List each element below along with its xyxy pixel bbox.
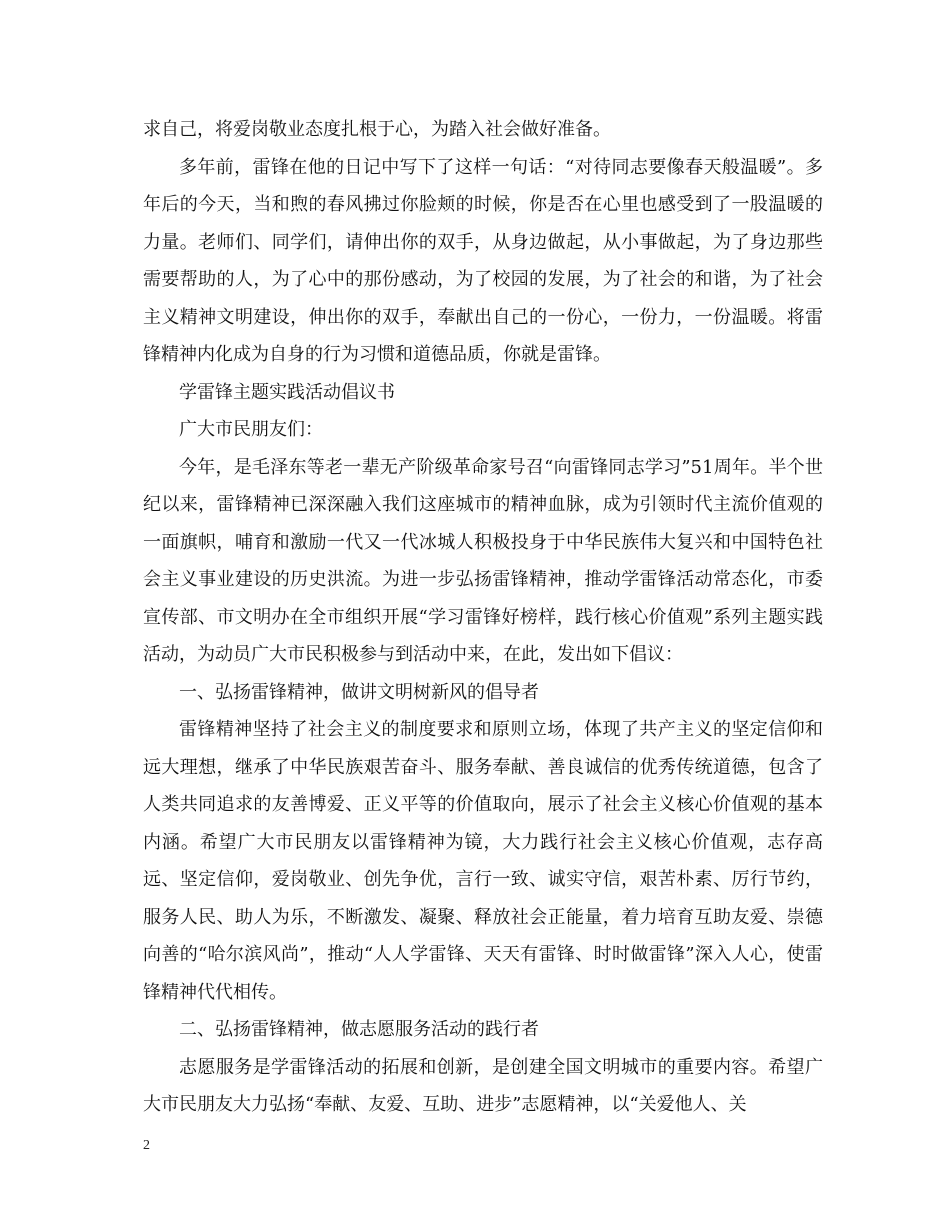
salutation: 广大市民朋友们： xyxy=(179,419,323,440)
paragraph: 多年前，雷锋在他的日记中写下了这样一句话：“对待同志要像春天般温暖”。多年后的今天，当和煦的春风拂过你脸颊的时候，你是否在心里也感受到了一股温暖的力量。老师们、同学们，请伸出你的双手，从身边做起，从小事做起，为了身边那些需要帮助的人，为了心中的那份感动，为了校园的发展，为了社会的和谐，为了社会主义精神文明建设，伸出你的双手，奉献出自己的一份心，一份力，一份温暖。将雷锋精神内化成为自身的行为习惯和道德品质，你就是雷锋。 xyxy=(143,156,823,365)
paragraph: 今年，是毛泽东等老一辈无产阶级革命家号召“向雷锋同志学习”51周年。半个世纪以来，雷锋精神已深深融入我们这座城市的精神血脉，成为引领时代主流价值观的一面旗帜，哺育和激励一代又一代冰城人积极投身于中华民族伟大复兴和中国特色社会主义事业建设的历史洪流。为进一步弘扬雷锋精神，推动学雷锋活动常态化，市委宣传部、市文明办在全市组织开展“学习雷锋好榜样，践行核心价值观”系列主题实践活动，为动员广大市民积极参与到活动中来，在此，发出如下倡议： xyxy=(143,456,823,665)
document-body xyxy=(143,111,823,1124)
paragraph-continuation: 求自己，将爱岗敬业态度扎根于心，为踏入社会做好准备。 xyxy=(143,119,611,140)
paragraph: 志愿服务是学雷锋活动的拓展和创新，是创建全国文明城市的重要内容。希望广大市民朋友大力弘扬“奉献、友爱、互助、进步”志愿精神，以“关爱他人、关 xyxy=(143,1056,823,1115)
proposal-title: 学雷锋主题实践活动倡议书 xyxy=(179,381,395,403)
paragraph: 雷锋精神坚持了社会主义的制度要求和原则立场，体现了共产主义的坚定信仰和远大理想，继承了中华民族艰苦奋斗、服务奉献、善良诚信的优秀传统道德，包含了人类共同追求的友善博爱、正义平等的价值取向，展示了社会主义核心价值观的基本内涵。希望广大市民朋友以雷锋精神为镜，大力践行社会主义核心价值观，志存高远、坚定信仰，爱岗敬业、创先争优，言行一致、诚实守信，艰苦朴素、厉行节约，服务人民、助人为乐，不断激发、凝聚、释放社会正能量，着力培育互助友爱、崇德向善的“哈尔滨风尚”，推动“人人学雷锋、天天有雷锋、时时做雷锋”深入人心，使雷锋精神代代相传。 xyxy=(143,719,823,1003)
section-heading: 二、弘扬雷锋精神，做志愿服务活动的践行者 xyxy=(179,1019,539,1040)
section-heading: 一、弘扬雷锋精神，做讲文明树新风的倡导者 xyxy=(179,681,539,703)
page-number: 2 xyxy=(143,1138,150,1153)
